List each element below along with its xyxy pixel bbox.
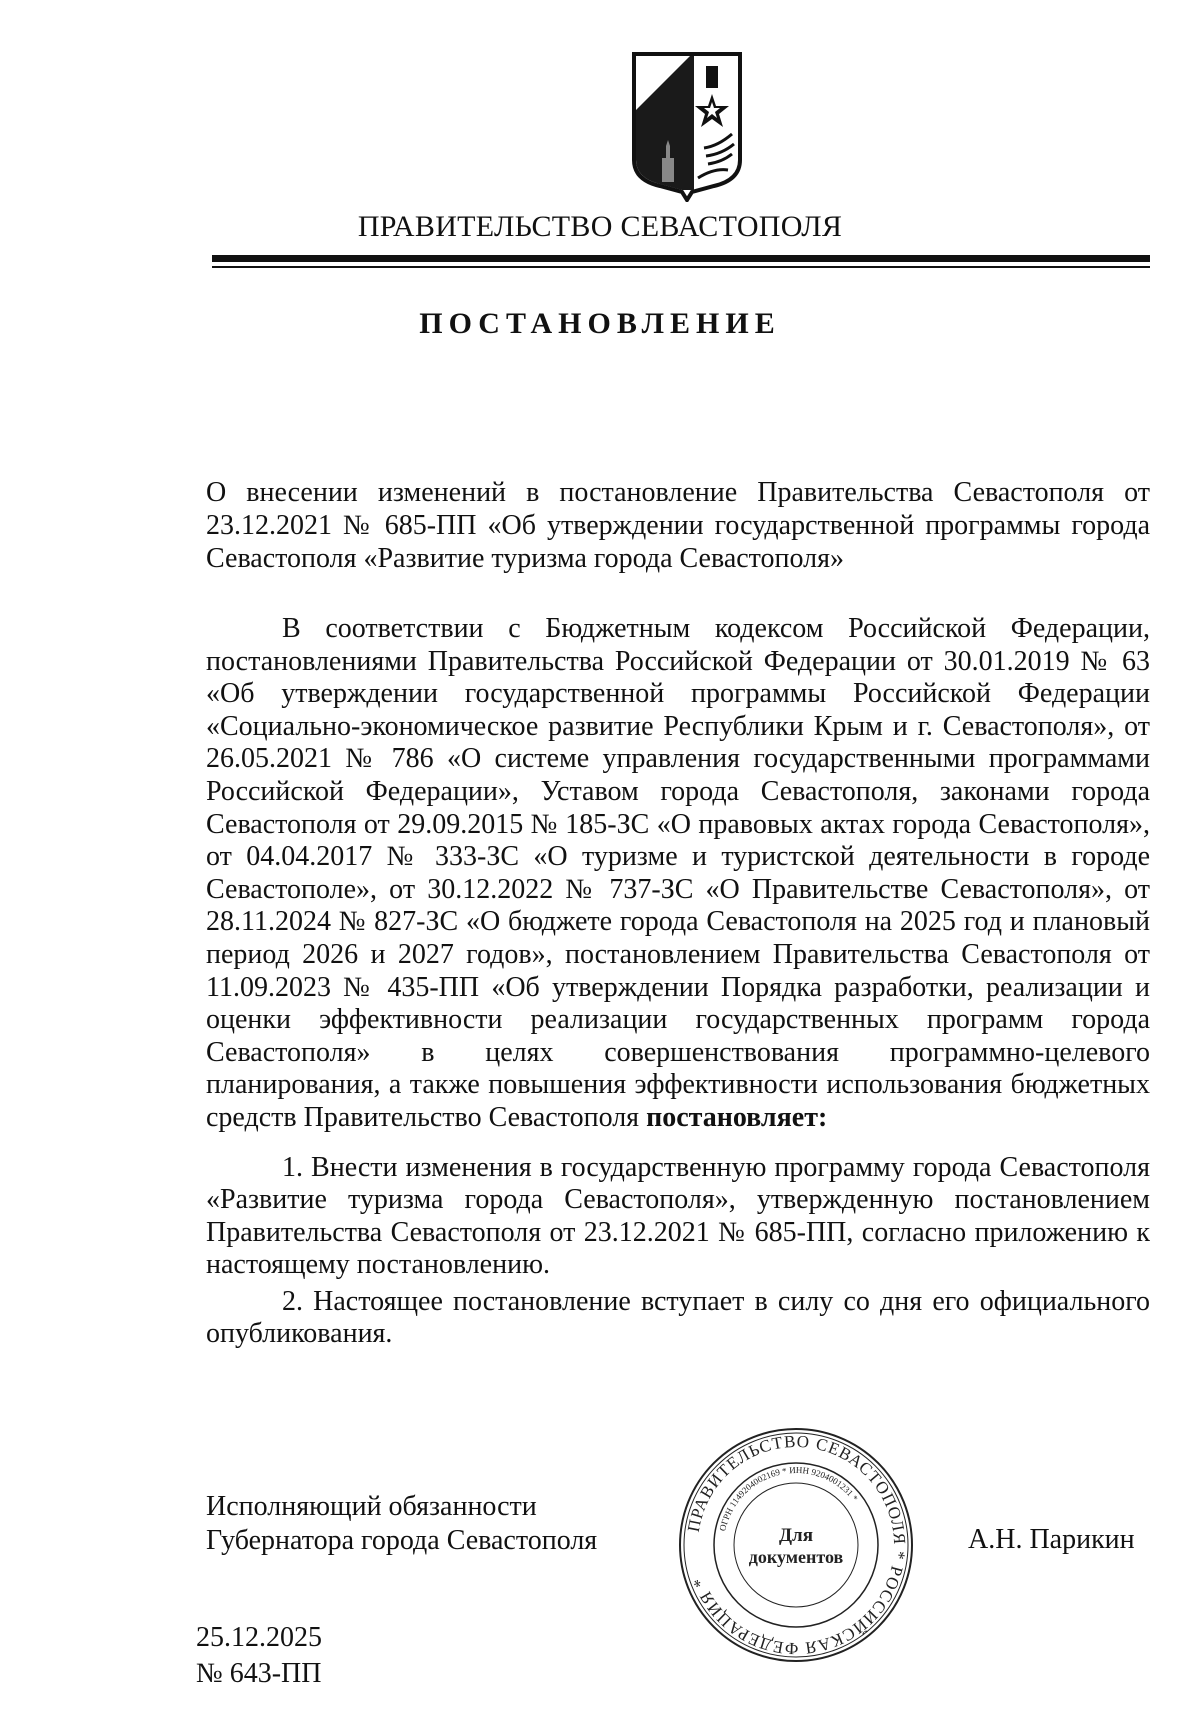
preamble-paragraph: [206, 613, 1150, 1135]
resolves-word: постановляет:: [646, 1101, 828, 1133]
stamp-inner-text: ОГРН 1149204002169 * ИНН 9204001231 *: [717, 1464, 860, 1533]
signatory-name: А.Н. Парикин: [968, 1524, 1135, 1555]
document-body: [206, 613, 1150, 1351]
resolution-item-2: 2. Настоящее постановление вступает в силу со дня его официального опубликования.: [206, 1285, 1150, 1350]
signatory-role-line-2: Губернатора города Севастополя: [206, 1525, 598, 1556]
coat-of-arms-emblem: [628, 50, 746, 202]
government-title: ПРАВИТЕЛЬСТВО СЕВАСТОПОЛЯ: [357, 210, 843, 243]
document-subject: О внесении изменений в постановление Правительства Севастополя от 23.12.2021 № 685-ПП «Об утверждении государственной программы города Севастополя «Развитие туризма города Севастополя»: [206, 477, 1150, 574]
stamp-center-line-2: документов: [748, 1547, 844, 1567]
signatory-role-line-1: Исполняющий обязанности: [206, 1491, 537, 1522]
document-date: 25.12.2025: [196, 1622, 322, 1653]
preamble-text-end: Севастополя: [488, 1101, 640, 1133]
header-rule-thin: [212, 266, 1150, 268]
document-type-heading: ПОСТАНОВЛЕНИЕ: [419, 307, 781, 340]
resolution-item-1: 1. Внести изменения в государственную программу города Севастополя «Развитие туризма города Севастополя», утвержденную постановлением Правительства Севастополя от 23.12.2021 № 685-ПП, согласно приложению к настоящему постановлению.: [206, 1151, 1150, 1281]
preamble-text: В соответствии с Бюджетным кодексом Российской Федерации, постановлениями Правительства Российской Федерации от 30.01.2019 № 63 «Об утверждении государственной программы Российской Федерации «Социально-экономическое развитие Республики Крым и г. Севастополя», от 26.05.2021 № 786 «О системе управления государственными программами Российской Федерации», Уставом города Севастополя, законами города Севастополя от 29.09.2015 № 185-ЗС «О правовых актах города Севастополя», от 04.04.2017 № 333-ЗС «О туризме и туристской деятельности в городе Севастополе», от 30.12.2022 № 737-ЗС «О Правительстве Севастополя», от 28.11.2024 № 827-ЗС «О бюджете города Севастополя на 2025 год и плановый период 2026 и 2027 годов», постановлением Правительства Севастополя от 11.09.2023 № 435-ПП «Об утверждении Порядка разработки, реализации и оценки эффективности реализации государственных программ города Севастополя» в целях совершенствования программно-целевого планирования, а также повышения эффективности использования бюджетных средств Правительство: [206, 613, 1150, 1133]
signatory-role: [206, 1490, 597, 1558]
stamp-center-line-1: Для: [778, 1525, 814, 1546]
header-rule-thick: [212, 255, 1150, 262]
document-number: № 643-ПП: [196, 1658, 322, 1689]
official-stamp-seal: [676, 1425, 916, 1665]
stamp-outer-text: ПРАВИТЕЛЬСТВО СЕВАСТОПОЛЯ * РОССИЙСКАЯ ФЕДЕРАЦИЯ *: [683, 1431, 910, 1659]
document-registration: [196, 1620, 322, 1692]
